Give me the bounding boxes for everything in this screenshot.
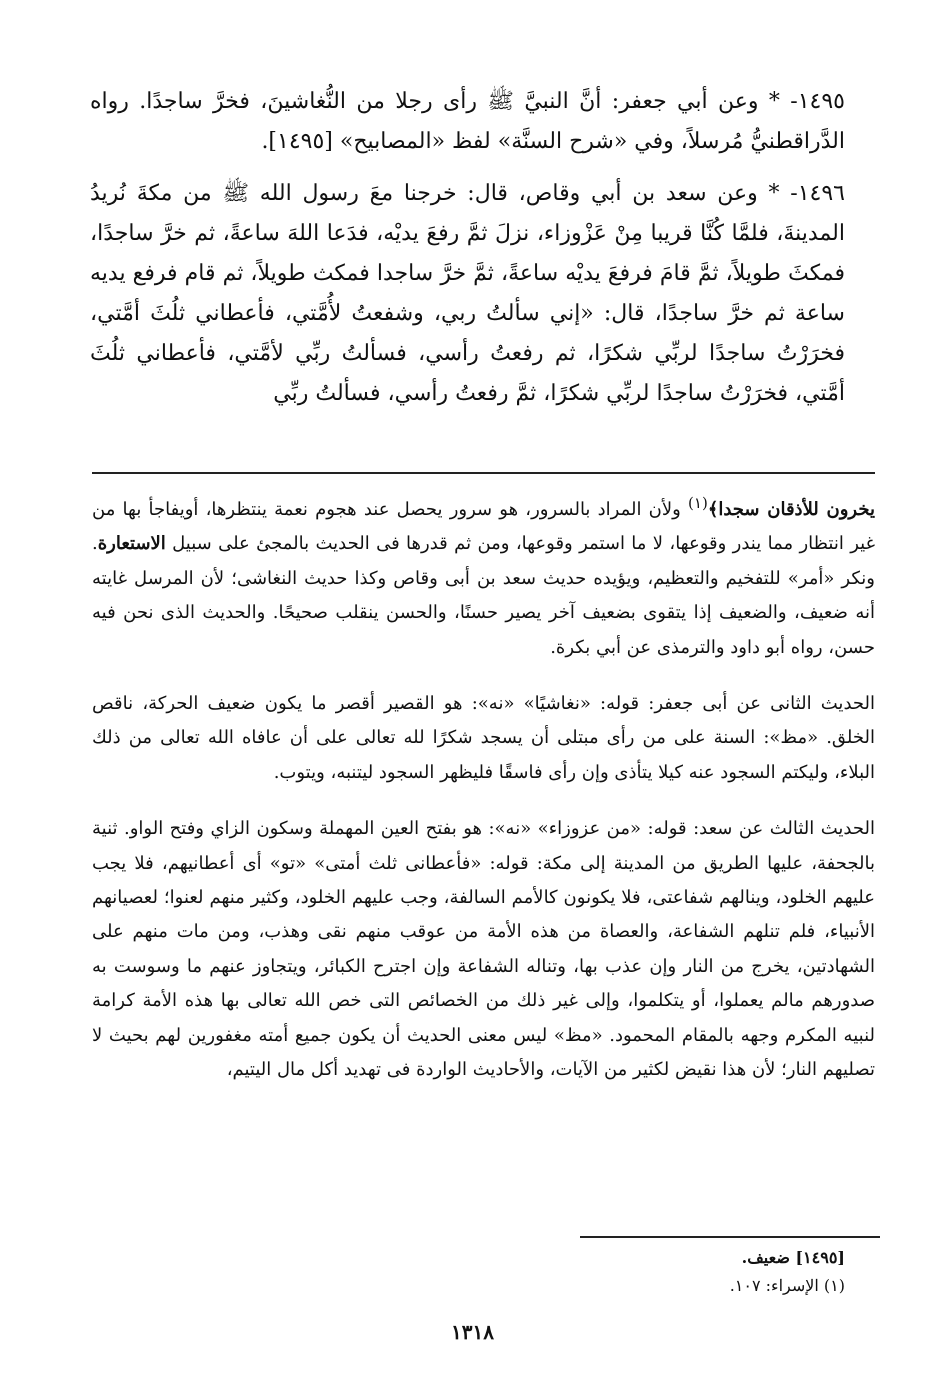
footnote-divider <box>580 1236 880 1238</box>
hadith-text <box>90 82 845 426</box>
hadith-1496: ١٤٩٦- * وعن سعد بن أبي وقاص، قال: خرجنا معَ رسول الله ﷺ من مكةَ نُريدُ المدينةَ، فلمَّا كُنَّا قريبا مِنْ عَزْوزاء، نزلَ ثمَّ رفعَ يديْه، فدَعا اللهَ ساعةً، ثم خرَّ ساجدًا، فمكثَ طويلاً، ثمَّ قامَ فرفعَ يديْه ساعةً، ثمَّ خرَّ ساجدا فمكث طويلاً، ثم قام فرفع يديه ساعة ثم خرَّ ساجدًا، قال: «إني سألتُ ربي، وشفعتُ لأُمَّتي، فأعطاني ثلُثَ أمَّتي، فخرَرْتُ ساجدًا لربِّي شكرًا، ثم رفعتُ رأسي، فسألتُ ربِّي لأمَّتي، فأعطاني ثلُثَ أمَّتي، فخرَرْتُ ساجدًا لربِّي شكرًا، ثمَّ رفعتُ رأسي، فسألتُ ربِّي <box>90 181 845 406</box>
commentary-divider <box>92 472 875 474</box>
commentary-paragraph-2: الحديث الثانى عن أبى جعفر: قوله: «نغاشيًا» «نه»: هو القصير أقصر ما يكون ضعيف الحركة، ناقص الخلق. «مظ»: السنة على من رأى مبتلى أن يسجد شكرًا لله تعالى على أن عافاه الله تعالى من ذلك البلاء، وليكتم السجود عنه كيلا يتأذى وإن رأى فاسقًا فليظهر السجود ليتنبه، ويتوب. <box>92 693 875 783</box>
bold-term: الاستعارة <box>97 533 166 555</box>
commentary-text: . ونكر «أمر» للتفخيم والتعظيم، ويؤيده حديث سعد بن أبى وقاص وكذا حديث النغاشى؛ لأن المرسل غايته أنه ضعيف، والضعيف إذا يتقوى بضعيف آخر يصير حسنًا، والحسن ينقلب صحيحًا. والحديث الذى نحن فيه حسن، رواه أبو داود والترمذى عن أبي بكرة. <box>92 533 875 658</box>
commentary-text: ولأن المراد بالسرور، هو سرور يحصل عند هجوم نعمة ينتظرها، أويفاجأ بها من غير انتظار مما يندر وقوعها، لا ما استمر وقوعها، ومن ثم قدرها فى الحديث بالمجئ على سبيل <box>92 499 875 555</box>
footnote-reference: (١) الإسراء: ١٠٧. <box>729 1276 845 1295</box>
commentary-paragraph-1 <box>92 486 875 665</box>
commentary <box>92 486 875 1110</box>
footnote-ref: (١) <box>688 494 708 512</box>
hadith-1495: ١٤٩٥- * وعن أبي جعفر: أنَّ النبيَّ ﷺ رأى رجلا من النُّغاشينَ، فخرَّ ساجدًا. رواه الدَّراقطنيُّ مُرسلاً، وفي «شرح السنَّة» لفظ «المصابيح» [١٤٩٥]. <box>90 89 845 154</box>
footnote-grading: [١٤٩٥] ضعيف. <box>741 1248 845 1267</box>
commentary-paragraph-3: الحديث الثالث عن سعد: قوله: «من عزوزاء» «نه»: هو بفتح العين المهملة وسكون الزاي وفتح الواو. ثنية بالجحفة، عليها الطريق من المدينة إلى مكة: قوله: «فأعطانى ثلث أمتى» «تو» أى أعطانيهم، فلا يجب عليهم الخلود، وينالهم شفاعتى، فلا يكونون كالأمم السالفة، وجب عليهم الخلود، وكثير منهم لعنوا؛ لعصيانهم الأنبياء، فلم تنلهم الشفاعة، والعصاة من هذه الأمة من عوقب منهم نقى وهذب، ومن مات منهم على الشهادتين، يخرج من النار وإن عذب بها، وتناله الشفاعة وإن اجترح الكبائر، ويتجاوز عنهم ما وسوست به صدورهم مالم يعملوا، أو يتكلموا، وإلى غير ذلك من الخصائص التى خص الله تعالى بها هذه الأمة كرامة لنبيه المكرم وجهه بالمقام المحمود. «مظ» ليس معنى الحديث أن يكون جميع أمته مغفورين لهم بحيث لا تصليهم النار؛ لأن هذا نقيض لكثير من الآيات، والأحاديث الواردة فى تهديد أكل مال اليتيم، <box>92 818 875 1081</box>
quran-quote: يخرون للأذقان سجدا﴾ <box>707 499 875 520</box>
page-number: ١٣١٨ <box>451 1320 494 1344</box>
footnotes <box>525 1244 845 1300</box>
